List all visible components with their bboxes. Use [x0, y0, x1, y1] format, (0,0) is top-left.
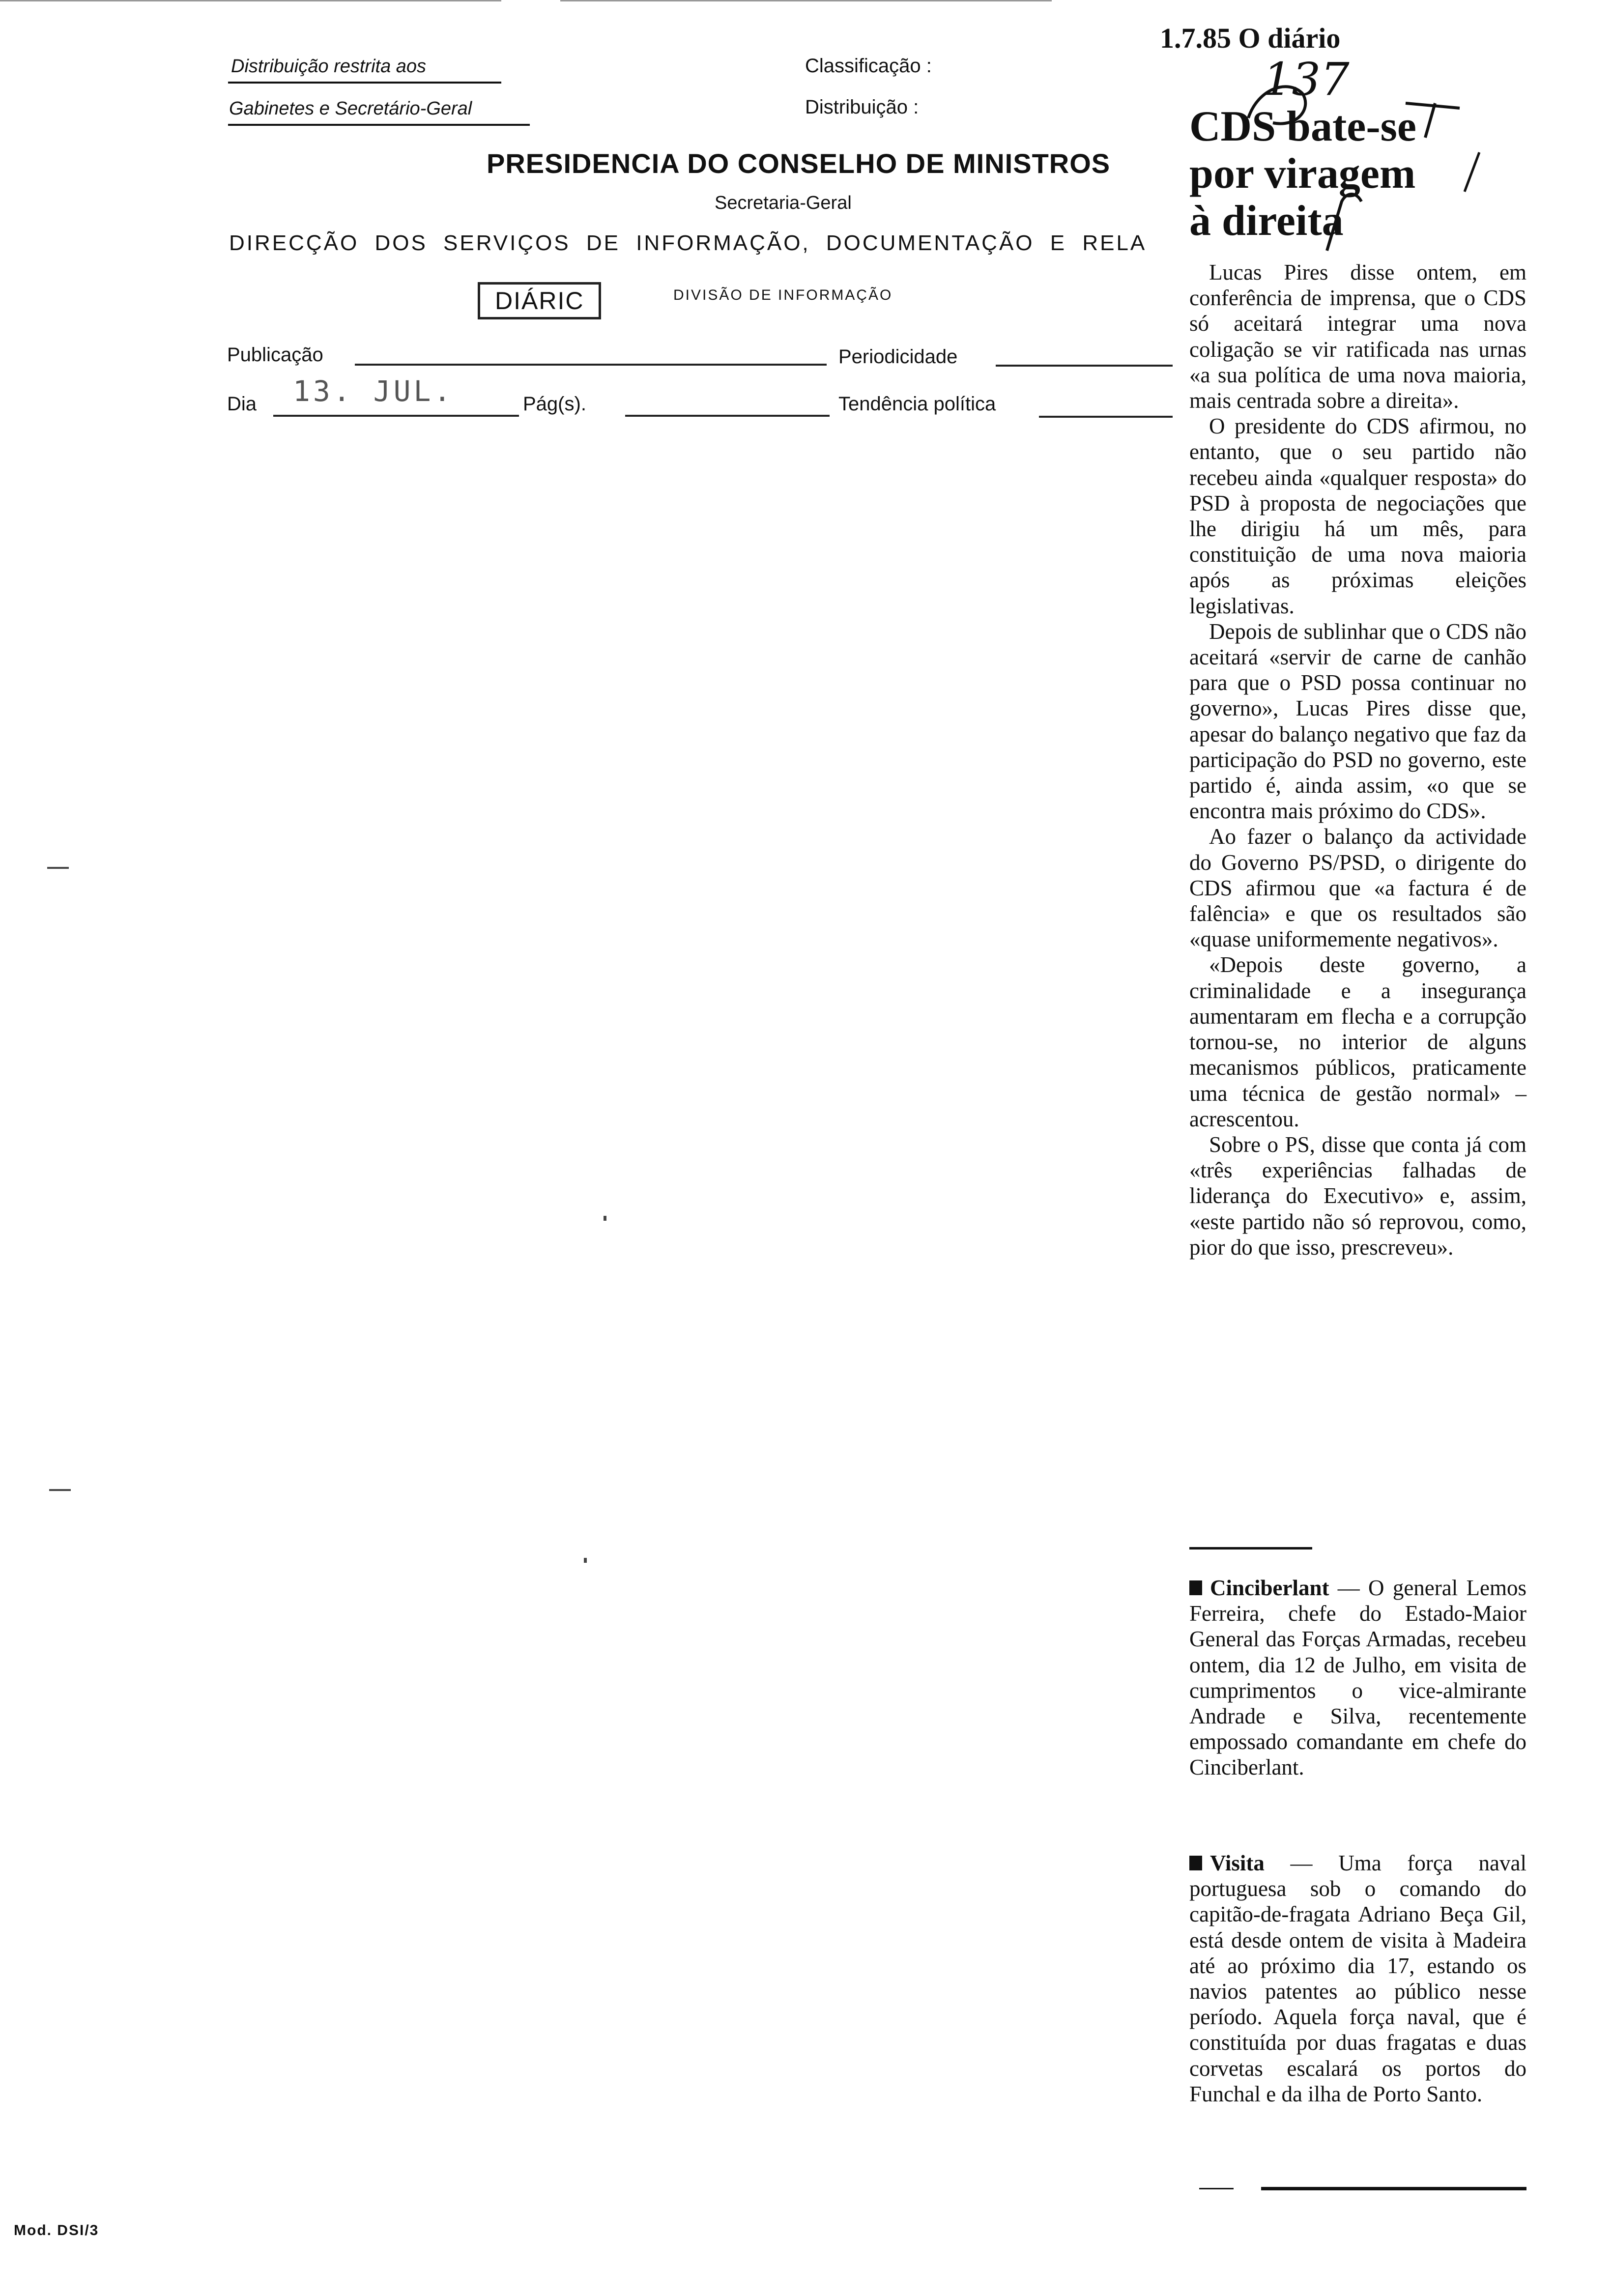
- article-paragraph: Ao fazer o balanço da actividade do Governo PS/PSD, o dirigente do CDS afirmou que «a factura é de falência» e que os resultados são «quase uniformemente negativos».: [1189, 824, 1526, 952]
- pages-field-line: [625, 415, 830, 417]
- scan-speck: [604, 1216, 606, 1221]
- scan-edge-line: [560, 0, 1052, 1]
- day-label: Dia: [227, 393, 257, 415]
- secretariat-name: Secretaria-Geral: [715, 193, 852, 213]
- day-stamped-date: 13. JUL.: [293, 374, 454, 408]
- brief-title: Visita: [1210, 1851, 1265, 1875]
- article-paragraph: Lucas Pires disse ontem, em conferência de imprensa, que o CDS só aceitará integrar uma nova coligação se vir ratificada nas urnas «a sua política de uma nova maioria, mais centrada sobre a direita».: [1189, 260, 1526, 413]
- article-paragraph: O presidente do CDS afirmou, no entanto, que o seu partido não recebeu ainda «qualquer resposta» do PSD à proposta de negociações que lhe dirigiu há um mês, para constituição de uma nova maioria após as próximas eleições legislativas.: [1189, 414, 1526, 618]
- brief-cinciberlant: [1189, 1575, 1526, 1780]
- classification-label: Classificação :: [805, 55, 932, 77]
- distribution-label: Distribuição :: [805, 96, 919, 118]
- handwritten-number: 137: [1263, 53, 1350, 106]
- bullet-square: [1189, 1580, 1202, 1595]
- newspaper-stamp: DIÁRIC: [478, 282, 601, 319]
- section-divider: [1189, 1547, 1312, 1550]
- end-rule: [1261, 2187, 1526, 2190]
- end-rule: [1199, 2188, 1234, 2189]
- brief-text: — O general Lemos Ferreira, chefe do Estado-Maior General das Forças Armadas, recebeu ontem, dia 12 de Julho, em visita de cumprimentos o vice-almirante Andrade e Silva, recentemente empossado comandante em chefe do Cinciberlant.: [1189, 1576, 1526, 1780]
- underline: [228, 124, 530, 126]
- division-name: DIVISÃO DE INFORMAÇÃO: [673, 287, 893, 303]
- scan-edge-line: [0, 0, 501, 1]
- headline-line1: CDS bate-se: [1189, 103, 1416, 150]
- headline-line3: à direita: [1189, 197, 1344, 245]
- scan-speck: [584, 1558, 587, 1563]
- day-field-line: [273, 415, 519, 417]
- scan-speck: [49, 1489, 71, 1491]
- brief-text: — Uma força naval portuguesa sob o comando do capitão-de-fragata Adriano Beça Gil, está desde ontem de visita à Madeira até ao próximo dia 17, estando os navios patentes ao público nesse período. Aquela força naval, que é constituída por duas fragatas e duas corvetas escalará os portos do Funchal e da ilha de Porto Santo.: [1189, 1851, 1526, 2106]
- political-field-line: [1039, 416, 1173, 418]
- scan-speck: [47, 867, 69, 869]
- publication-field-line: [355, 364, 827, 366]
- form-model-code: Mod. DSI/3: [14, 2222, 99, 2239]
- clipping-header: 1.7.85 O diário: [1160, 22, 1341, 54]
- underline: [228, 82, 501, 84]
- headline-line2: por viragem: [1189, 150, 1416, 198]
- political-tendency-label: Tendência política: [838, 393, 996, 415]
- periodicity-field-line: [996, 365, 1173, 367]
- pages-label: Pág(s).: [523, 393, 586, 415]
- brief-visita: [1189, 1850, 1526, 2107]
- periodicity-label: Periodicidade: [838, 346, 958, 368]
- article-paragraph: «Depois deste governo, a criminalidade e a insegurança aumentaram em flecha e a corrupção tornou-se, no interior de alguns mecanismos públicos, praticamente uma técnica de gestão normal» – acrescentou.: [1189, 952, 1526, 1131]
- brief-title: Cinciberlant: [1210, 1576, 1329, 1600]
- direction-name: DIRECÇÃO DOS SERVIÇOS DE INFORMAÇÃO, DOCUMENTAÇÃO E RELA: [229, 231, 1147, 255]
- article-paragraph: Depois de sublinhar que o CDS não aceitará «servir de carne de canhão para que o PSD possa continuar no governo», Lucas Pires disse que, apesar do balanço negativo que faz da participação do PSD no governo, este partido é, ainda assim, «o que se encontra mais próximo do CDS».: [1189, 619, 1526, 824]
- article-body: [1189, 259, 1526, 1260]
- restricted-distribution-line2: Gabinetes e Secretário-Geral: [229, 98, 472, 119]
- article-paragraph: Sobre o PS, disse que conta já com «três experiências falhadas de liderança do Executivo» e, assim, «este partido não só reprovou, como, pior do que isso, prescreveu».: [1189, 1132, 1526, 1260]
- ministry-title: PRESIDENCIA DO CONSELHO DE MINISTROS: [487, 148, 1111, 179]
- bullet-square: [1189, 1856, 1202, 1870]
- publication-label: Publicação: [227, 344, 323, 366]
- restricted-distribution-line1: Distribuição restrita aos: [231, 56, 427, 77]
